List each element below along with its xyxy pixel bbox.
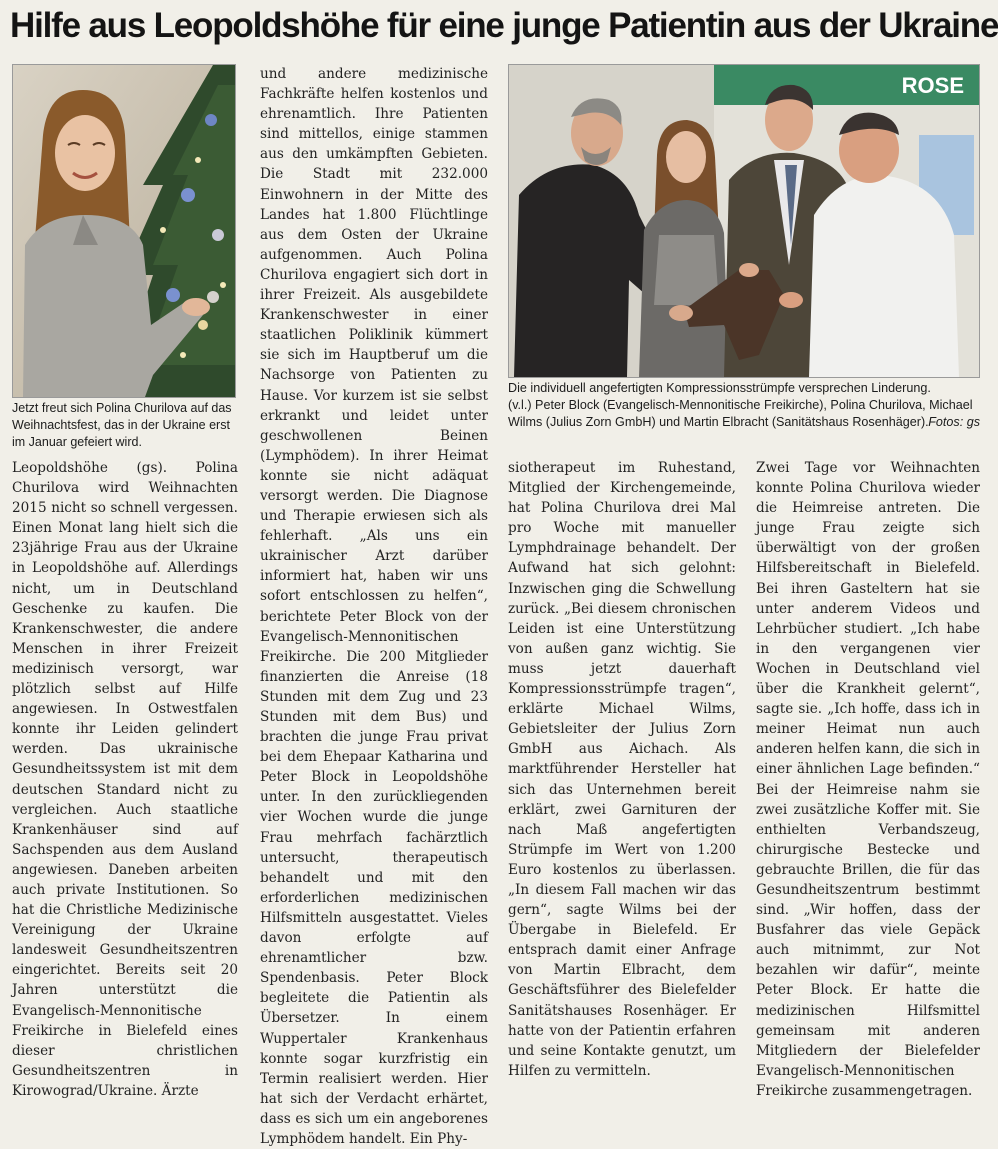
photo-right-caption-line2: (v.l.) Peter Block (Evangelisch-Mennonitische Freikirche), Polina Churilova, Michael Wilms (Julius Zorn GmbH) und Martin Elbracht (Sanitätshaus Rosenhäger). [508,398,973,429]
article-headline: Hilfe aus Leopoldshöhe für eine junge Patientin aus der Ukraine [10,6,998,45]
photo-credit: Fotos: gs [928,415,980,429]
article-column-1-text: Leopoldshöhe (gs). Polina Churilova wird Weihnachten 2015 nicht so schnell vergessen. Einen Monat lang hielt sich die 23jährige Frau aus der Ukraine in Leopoldshöhe auf. Allerdings nicht, um in Deutschland Geschenke zu kaufen. Die Krankenschwester, die andere Menschen in ihrer Freizeit medizinisch versorgt, war plötzlich selbst auf Hilfe angewiesen. In Ostwestfalen konnte ihr Leiden gelindert werden. Das ukrainische Gesundheitssystem ist mit dem deutschen Standard nicht zu vergleichen. Auch staatliche Krankenhäuser sind auf Sachspenden aus dem Ausland angewiesen. Daneben arbeiten auch private Institutionen. So hat die Christliche Medizinische Vereinigung der Ukraine landesweit Gesundheitszentren eingerichtet. Bereits seit 20 Jahren unterstützt die Evangelisch-Mennonitische Freikirche in Bielefeld eines dieser christlichen Gesundheitszentren in Kirowograd/Ukraine. Ärzte [12,460,238,1099]
article-column-2-text: und andere medizinische Fachkräfte helfen kostenlos und ehrenamtlich. Ihre Patienten sind mittellos, einige stammen aus den umkämpften Gebieten. Die Stadt mit 232.000 Einwohnern in der Mitte des Landes hat 1.800 Flüchtlinge aus dem Osten der Ukraine aufgenommen. Auch Polina Churilova engagiert sich dort in ihrer Freizeit. Als ausgebildete Krankenschwester in einer staatlichen Poliklinik kümmert sie sich im Hauptberuf um die Nachsorge von Patienten zu Hause. Vor kurzem ist sie selbst erkrankt und leidet unter geschwollenen Beinen (Lymphödem). In ihrer Heimat konnte sie nicht adäquat versorgt werden. Die Diagnose und Therapie erwiesen sich als fehlerhaft. „Als uns ein ukrainischer Arzt darüber informiert hat, haben wir uns sofort entschlossen zu helfen“, berichtete Peter Block von der Evangelisch-Mennonitischen Freikirche. Die 200 Mitglieder finanzierten die Anreise (18 Stunden mit dem Zug und 23 Stunden mit dem Bus) und brachten die junge Frau privat bei dem Ehepaar Katharina und Peter Block in Leopoldshöhe unter. In den zurückliegenden vier Wochen wurde die junge Frau mehrfach fachärztlich untersucht, therapeutisch behandelt und mit den erforderlichen medizinischen Hilfsmitteln ausgestattet. Vieles davon erfolgte auf ehrenamtlicher bzw. Spendenbasis. Peter Block begleitete die Patientin als Übersetzer. In einem Wuppertaler Krankenhaus konnte sogar kurzfristig ein Termin realisiert werden. Hier hat sich der Verdacht erhärtet, dass es sich um ein angeborenes Lymphödem handelt. Ein Phy- [260,66,488,1147]
photo-right-caption-line1: Die individuell angefertigten Kompressionsstrümpfe versprechen Linderung. [508,381,931,395]
article-column-4 [756,458,980,1099]
article-column-3-text: siotherapeut im Ruhestand, Mitglied der Kirchengemeinde, hat Polina Churilova drei Mal pro Woche mit manueller Lymphdrainage behandelt. Der Aufwand hat sich gelohnt: Inzwischen ging die Schwellung zurück. „Bei diesem chronischen Leiden ist eine Unterstützung von außen ganz wichtig. Sie muss jetzt dauerhaft Kompressionsstrümpfe tragen“, erklärte Michael Wilms, Gebietsleiter der Julius Zorn GmbH aus Aichach. Als marktführender Hersteller hat sich das Unternehmen bereit erklärt, zwei Garnituren der nach Maß angefertigten Strümpfe im Wert von 1.200 Euro kostenlos zu überlassen. „In diesem Fall machen wir das gern“, sagte Wilms bei der Übergabe in Bielefeld. Er entsprach damit einer Anfrage von Martin Elbracht, dem Geschäftsführer des Bielefelder Sanitätshauses Rosenhäger. Er hatte von der Patientin erfahren und seine Kontakte genutzt, um Hilfen zu vermitteln. [508,460,736,1079]
sign-text: ROSE [901,73,964,98]
article-column-4-text: Zwei Tage vor Weihnachten konnte Polina Churilova wieder die Heimreise antreten. Die junge Frau zeigte sich überwältigt von der großen Hilfsbereitschaft in Bielefeld. Bei ihren Gasteltern hat sie unter anderem Videos und Lehrbücher studiert. „Ich habe in den vergangenen vier Wochen in Deutschland viel über die Krankheit gelernt“, sagte sie. „Ich hoffe, dass ich in meiner Heimat nun auch anderen helfen kann, die sich in einer ähnlichen Lage befinden.“ Bei der Heimreise nahm sie zwei zusätzliche Koffer mit. Sie enthielten Verbandszeug, chirurgische Bestecke und gebrauchte Brillen, die für das Gesundheitszentrum bestimmt sind. „Wir hoffen, dass der Busfahrer das viele Gepäck auch mitnimmt, zur Not bezahlen wir dafür“, meinte Peter Block. Er hatte die medizinischen Hilfsmittel gemeinsam mit anderen Mitgliedern der Bielefelder Evangelisch-Mennonitischen Freikirche zusammengetragen. [756,460,980,1099]
article-column-2 [260,64,488,1147]
photo-polina-christmas-tree [12,64,236,398]
photo-left-caption: Jetzt freut sich Polina Churilova auf das Weihnachtsfest, das in der Ukraine erst im Januar gefeiert wird. [12,401,232,449]
photo-group-compression-stockings [508,64,980,378]
photo-right-caption [508,380,980,431]
article-column-3 [508,458,736,1079]
article-column-1 [12,458,238,1099]
